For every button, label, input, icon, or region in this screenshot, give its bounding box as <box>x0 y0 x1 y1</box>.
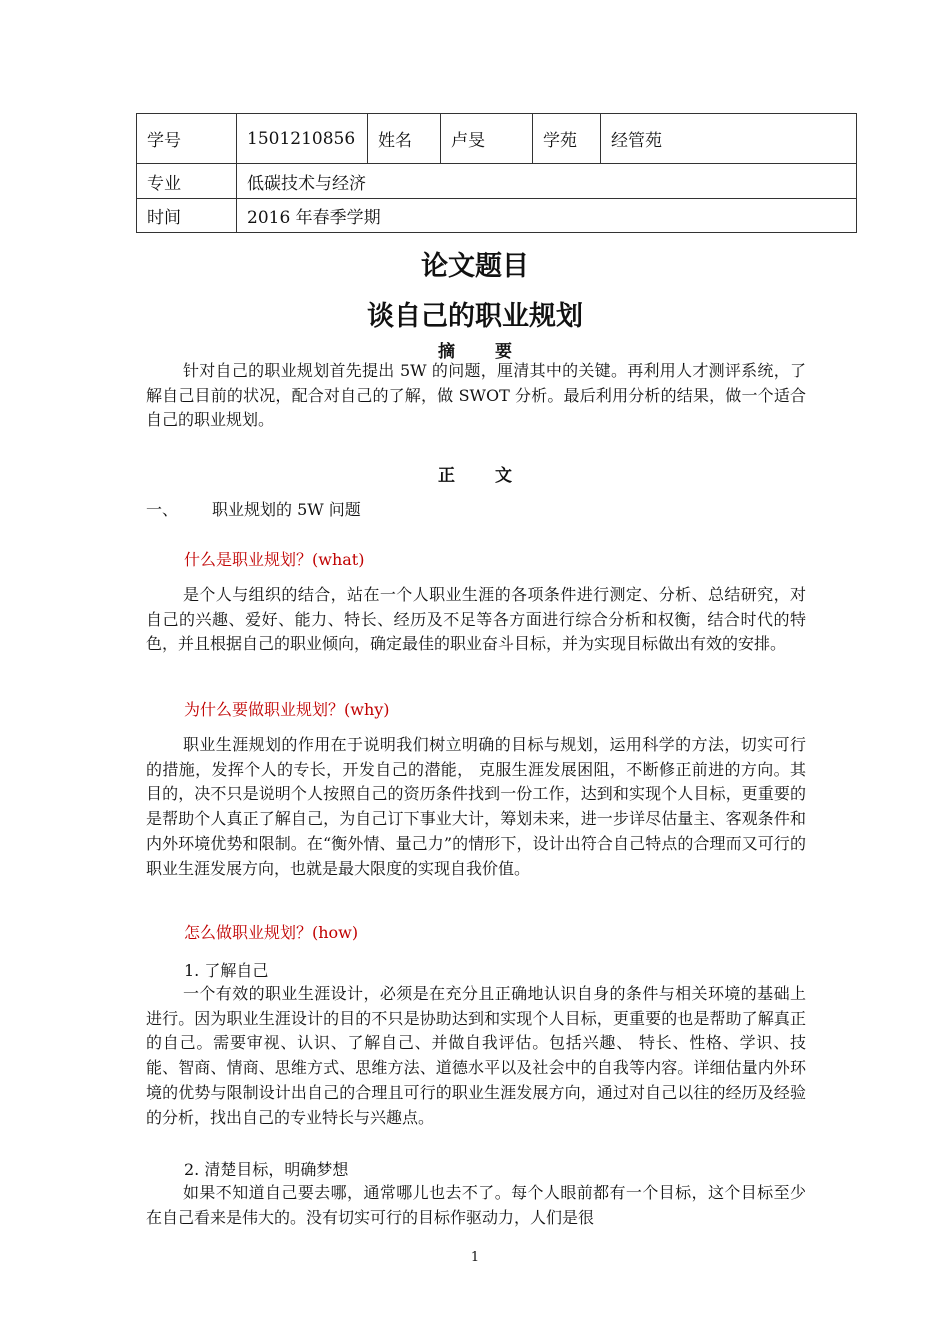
question-how: 怎么做职业规划？(how) <box>184 923 359 942</box>
question-why: 为什么要做职业规划？(why) <box>184 700 390 719</box>
body-heading: 正文 <box>438 466 552 486</box>
paper-title-label: 论文题目 <box>421 251 529 282</box>
major-value: 低碳技术与经济 <box>237 164 857 199</box>
section1-title: 职业规划的 5W 问题 <box>212 500 361 519</box>
time-label: 时间 <box>137 199 237 233</box>
student-info-table <box>136 113 857 233</box>
student-id-value: 1501210856 <box>237 114 368 164</box>
name-label: 姓名 <box>368 114 441 164</box>
name-value: 卢旻 <box>441 114 533 164</box>
paragraph-why: 职业生涯规划的作用在于说明我们树立明确的目标与规划，运用科学的方法，切实可行的措施，发挥个人的专长，开发自己的潜能， 克服生涯发展困阻，不断修正前进的方向。其目的，决不只是说明个人按照自己的资历条件找到一份工作，达到和实现个人目标，更重要的是帮助个人真正了解自己，为自己订下事业大计，筹划未来，进一步详尽估量主、客观条件和内外环境优势和限制。在“衡外情、量己力”的情形下，设计出符合自己特点的合理而又可行的职业生涯发展方向，也就是最大限度的实现自我价值。 <box>146 735 806 878</box>
school-value: 经管苑 <box>601 114 857 164</box>
question-what: 什么是职业规划？(what) <box>184 550 365 569</box>
paragraph-item1: 一个有效的职业生涯设计，必须是在充分且正确地认识自身的条件与相关环境的基础上进行。因为职业生涯设计的目的不只是协助达到和实现个人目标，更重要的也是帮助了解真正的自己。需要审视、认识、了解自己、并做自我评估。包括兴趣、 特长、性格、学识、技能、智商、情商、思维方式、思维方法、道德水平以及社会中的自我等内容。详细估量内外环境的优势与限制设计出自己的合理且可行的职业生涯发展方向，通过对自己以往的经历及经验的分析，找出自己的专业特长与兴趣点。 <box>146 984 806 1127</box>
abstract-text: 针对自己的职业规划首先提出 5W 的问题，厘清其中的关键。再利用人才测评系统，了解自己目前的状况，配合对自己的了解，做 SWOT 分析。最后利用分析的结果，做一个适合自己的职业规划。 <box>146 361 806 430</box>
item1-heading: 1. 了解自己 <box>184 961 269 980</box>
item2-heading: 2. 清楚目标，明确梦想 <box>184 1160 349 1179</box>
school-label: 学苑 <box>533 114 601 164</box>
abstract-heading: 摘要 <box>438 342 552 362</box>
time-value: 2016 年春季学期 <box>237 199 857 233</box>
paragraph-item2: 如果不知道自己要去哪，通常哪儿也去不了。每个人眼前都有一个目标，这个目标至少在自己看来是伟大的。没有切实可行的目标作驱动力，人们是很 <box>146 1183 806 1227</box>
section1-number: 一、 <box>146 500 179 519</box>
student-id-label: 学号 <box>137 114 237 164</box>
paragraph-what: 是个人与组织的结合，站在一个人职业生涯的各项条件进行测定、分析、总结研究，对自己的兴趣、爱好、能力、特长、经历及不足等各方面进行综合分析和权衡，结合时代的特色，并且根据自己的职业倾向，确定最佳的职业奋斗目标，并为实现目标做出有效的安排。 <box>146 585 806 654</box>
page-number: 1 <box>470 1250 480 1265</box>
major-label: 专业 <box>137 164 237 199</box>
paper-title: 谈自己的职业规划 <box>367 301 583 332</box>
